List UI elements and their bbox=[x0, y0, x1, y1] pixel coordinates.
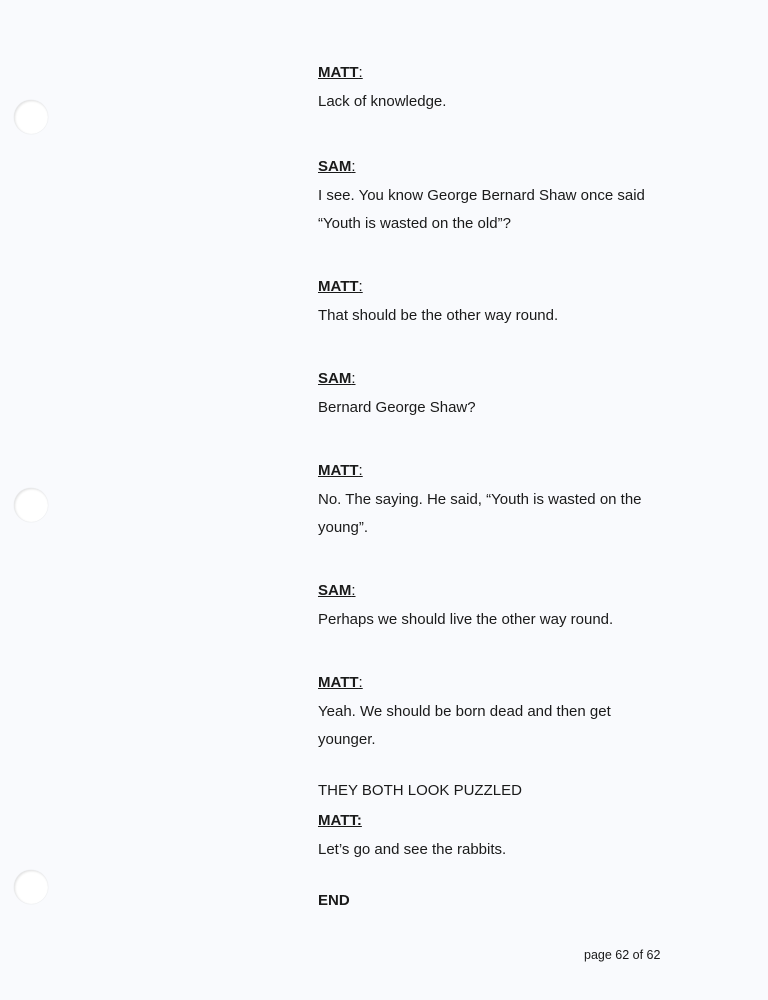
dialogue-block bbox=[318, 276, 738, 330]
dialogue-line: No. The saying. He said, “Youth is wasted on the bbox=[318, 491, 642, 508]
stage-direction: THEY BOTH LOOK PUZZLED bbox=[318, 782, 522, 799]
speaker-name: SAM: bbox=[318, 370, 356, 387]
dialogue-block bbox=[318, 672, 738, 754]
dialogue-block bbox=[318, 156, 738, 238]
speaker-name: MATT: bbox=[318, 674, 363, 691]
end-label: END bbox=[318, 892, 350, 909]
binder-hole bbox=[14, 488, 48, 522]
dialogue-line: Let’s go and see the rabbits. bbox=[318, 841, 507, 858]
binder-hole bbox=[14, 100, 48, 134]
binder-hole bbox=[14, 870, 48, 904]
dialogue-line: That should be the other way round. bbox=[318, 307, 559, 324]
dialogue-line: younger. bbox=[318, 731, 376, 748]
dialogue-line: Perhaps we should live the other way round. bbox=[318, 611, 614, 628]
dialogue-line: Bernard George Shaw? bbox=[318, 399, 476, 416]
dialogue-line: I see. You know George Bernard Shaw once said bbox=[318, 187, 645, 204]
dialogue-line: Yeah. We should be born dead and then get bbox=[318, 703, 611, 720]
dialogue-block bbox=[318, 368, 738, 422]
dialogue-line: Lack of knowledge. bbox=[318, 93, 447, 110]
dialogue-line: young”. bbox=[318, 519, 369, 536]
dialogue-line: “Youth is wasted on the old”? bbox=[318, 215, 511, 232]
speaker-name: MATT: bbox=[318, 812, 362, 829]
dialogue-block bbox=[318, 460, 738, 542]
dialogue-block bbox=[318, 580, 738, 634]
speaker-name: MATT: bbox=[318, 64, 363, 81]
speaker-name: MATT: bbox=[318, 462, 363, 479]
dialogue-block bbox=[318, 62, 738, 116]
speaker-name: SAM: bbox=[318, 158, 356, 175]
page-number: page 62 of 62 bbox=[584, 948, 661, 962]
dialogue-block bbox=[318, 810, 738, 864]
script-content bbox=[318, 62, 738, 912]
speaker-name: MATT: bbox=[318, 278, 363, 295]
speaker-name: SAM: bbox=[318, 582, 356, 599]
